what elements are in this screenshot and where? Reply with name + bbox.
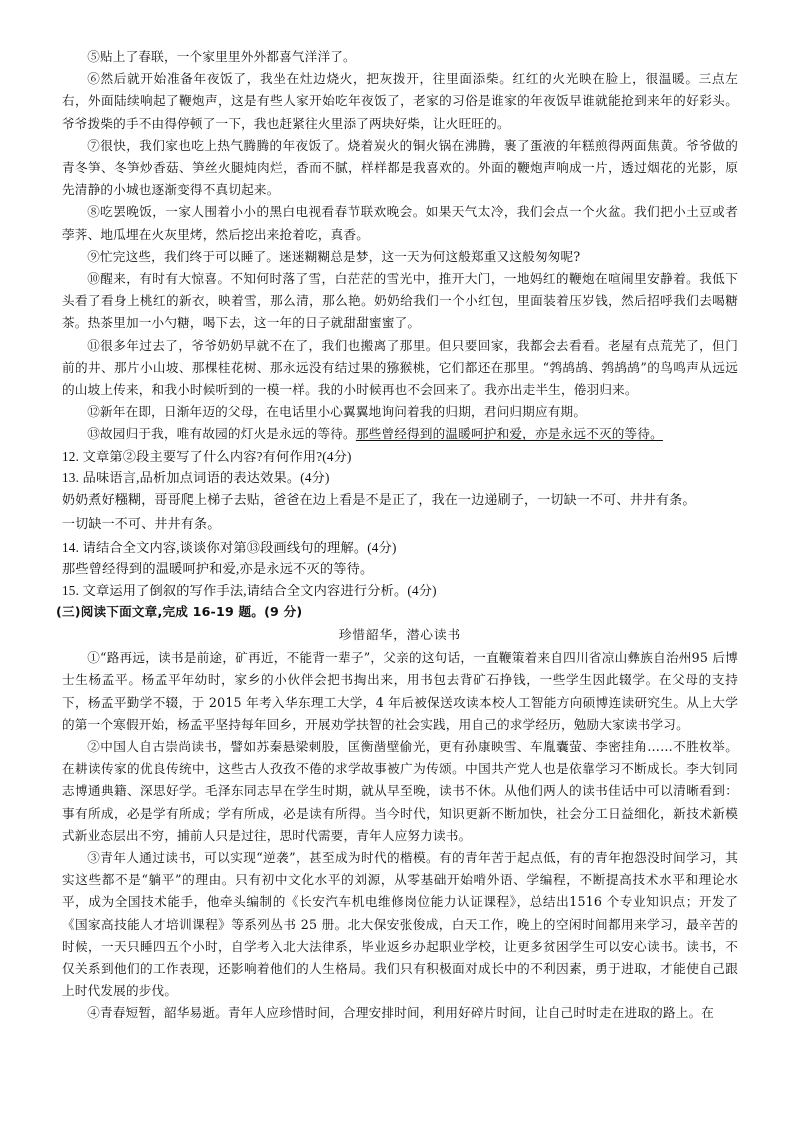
paragraph-5: ⑤贴上了春联，一个家里里外外都喜气洋洋了。 bbox=[87, 49, 356, 64]
paragraph-13-lead: ⑬故园归于我，唯有故园的灯火是永远的等待。 bbox=[87, 426, 356, 442]
document-page bbox=[56, 46, 738, 1025]
question-14: 14. 请结合全文内容,谈谈你对第⑬段画线句的理解。(4分) bbox=[62, 539, 397, 555]
question-15: 15. 文章运用了倒叙的写作手法,请结合全文内容进行分析。(4分) bbox=[62, 582, 437, 598]
question-13-answer: 一切缺一不可、井井有条。 bbox=[62, 516, 221, 532]
article-paragraph-4: ④青春短暂，韶华易逝。青年人应珍惜时间，合理安排时间，利用好碎片时间，让自己时时走在进取的路上。在 bbox=[87, 1005, 715, 1021]
underlined-sentence: 那些曾经得到的温暖呵护和爱，亦是永远不灭的等待。 bbox=[355, 426, 663, 442]
question-13-sentence: 奶奶煮好糨糊，哥哥爬上梯子去贴，爸爸在边上看是不是正了，我在一边递刷子，一切缺一不可、井井有条。 bbox=[62, 492, 696, 508]
question-12: 12. 文章第②段主要写了什么内容?有何作用?(4分) bbox=[62, 448, 352, 464]
paragraph-7: ⑦很快，我们家也吃上热气腾腾的年夜饭了。烧着炭火的铜火锅在沸腾，裹了蛋液的年糕煎得两面焦黄。爷爷做的青冬笋、冬笋炒香菇、笋丝火腿炖肉烂，香而不腻，样样都是我喜欢的。外面的鞭炮声响成一片，透过烟花的光影，原先清静的小城也逐渐变得不真切起来。 bbox=[62, 137, 738, 198]
paragraph-11: ⑪很多年过去了，爷爷奶奶早就不在了，我们也搬离了那里。但只要回家，我都会去看看。老屋有点荒芜了，但门前的井、那片小山坡、那棵桂花树、那永远没有结过果的猕猴桃，它们都还在那里。“鹁鸪鸪、鹁鸪鸪”的鸟鸣声从远远的山坡上传来，和我小时候听到的一模一样。我的小时候再也不会回来了。我亦出走半生，倦羽归来。 bbox=[62, 337, 738, 398]
question-13: 13. 品味语言,品析加点词语的表达效果。(4分) bbox=[62, 470, 330, 486]
article-paragraph-3: ③青年人通过读书，可以实现“逆袭”，甚至成为时代的楷模。有的青年苦于起点低，有的青年抱怨没时间学习，其实这些都不是“躺平”的理由。只有初中文化水平的刘源，从零基础开始啃外语、学编程，不断提高技术水平和理论水平，成为全国技术能手，他牵头编制的《长安汽车机电维修岗位能力认证课程》，总结出1516 个专业知识点；开发了《国家高技能人才培训课程》等系列丛书 25 册。北大保安张俊成，白天工作，晚上的空闲时间都用来学习，最辛苦的时候，一天只睡四五个小时，自学考入北大法律系，毕业返乡办起职业学校，让更多贫困学生可以安心读书。读书，不仅关系到他们的工作表现，还影响着他们的人生格局。我们只有积极面对成长中的不利因素，勇于进取，才能使自己跟上时代发展的步伐。 bbox=[62, 849, 738, 999]
paragraph-12: ⑫新年在即，日渐年迈的父母，在电话里小心翼翼地询问着我的归期，君问归期应有期。 bbox=[87, 404, 587, 420]
article-paragraph-2: ②中国人自古崇尚读书，譬如苏秦悬梁刺股，匡衡凿壁偷光，更有孙康映雪、车胤囊萤、李密挂角……不胜枚举。在耕读传家的优良传统中，这些古人孜孜不倦的求学故事被广为传颂。中国共产党人也是依靠学习不断成长。李大钊同志博通典籍、深思好学。毛泽东同志早在学生时期，就从早至晚，读书不休。从他们两人的读书佳话中可以清晰看到：事有所成，必是学有所成；学有所成，必是读有所得。当今时代，知识更新不断加快，社会分工日益细化，新技术新模式新业态层出不穷，捕前人只是过往，思时代需要，青年人应努力读书。 bbox=[62, 738, 738, 843]
article-paragraph-1: ①“路再远，读书是前途，矿再近，不能背一辈子”，父亲的这句话，一直鞭策着来自四川省凉山彝族自治州95 后博士生杨孟平。杨孟平年幼时，家乡的小伙伴会把书掏出来，用书包去背矿石挣钱，一些学生因此辍学。在父母的支持下，杨孟平勤学不辍，于 2015 年考入华东理工大学，4 年后被保送攻读本校人工智能方向硕博连读研究生。从上大学的第一个寒假开始，杨孟平坚持每年回乡，开展劝学扶智的社会实践，用自己的求学经历，勉励大家读书学习。 bbox=[62, 650, 738, 732]
paragraph-9: ⑨忙完这些，我们终于可以睡了。迷迷糊糊总是梦，这一天为何这般郑重又这般匆匆呢? bbox=[87, 248, 581, 264]
article-title: 珍惜韶华，潜心读书 bbox=[338, 627, 462, 643]
question-14-answer: 那些曾经得到的温暖呵护和爱,亦是永远不灭的等待。 bbox=[62, 561, 374, 577]
paragraph-6: ⑥然后就开始准备年夜饭了，我坐在灶边烧火，把灰拨开，往里面添柴。红红的火光映在脸上，很温暖。三点左右，外面陆续响起了鞭炮声，这是有些人家开始吃年夜饭了，老家的习俗是谁家的年夜饭早谁就能抢到来年的好彩头。爷爷拨柴的手不由得停顿了一下，我也赶紧往火里添了两块好柴，让火旺旺的。 bbox=[62, 71, 738, 131]
section-3-heading: (三)阅读下面文章,完成 16-19 题。(9 分) bbox=[56, 604, 303, 620]
paragraph-13 bbox=[62, 423, 738, 445]
paragraph-10: ⑩醒来，有时有大惊喜。不知何时落了雪，白茫茫的雪光中，推开大门，一地妈红的鞭炮在喧闹里安静着。我低下头看了看身上桃红的新衣，映着雪，那么清，那么艳。奶奶给我们一个小红包，里面装着压岁钱，然后招呼我们去喝糖茶。热茶里加一小勺糖，喝下去，这一年的日子就甜甜蜜蜜了。 bbox=[62, 271, 738, 331]
paragraph-8: ⑧吃罢晚饭，一家人围着小小的黑白电视看春节联欢晚会。如果天气太冷，我们会点一个火盆。我们把小土豆或者荸荠、地瓜埋在火灰里烤，然后挖出来抢着吃，真香。 bbox=[62, 204, 738, 242]
